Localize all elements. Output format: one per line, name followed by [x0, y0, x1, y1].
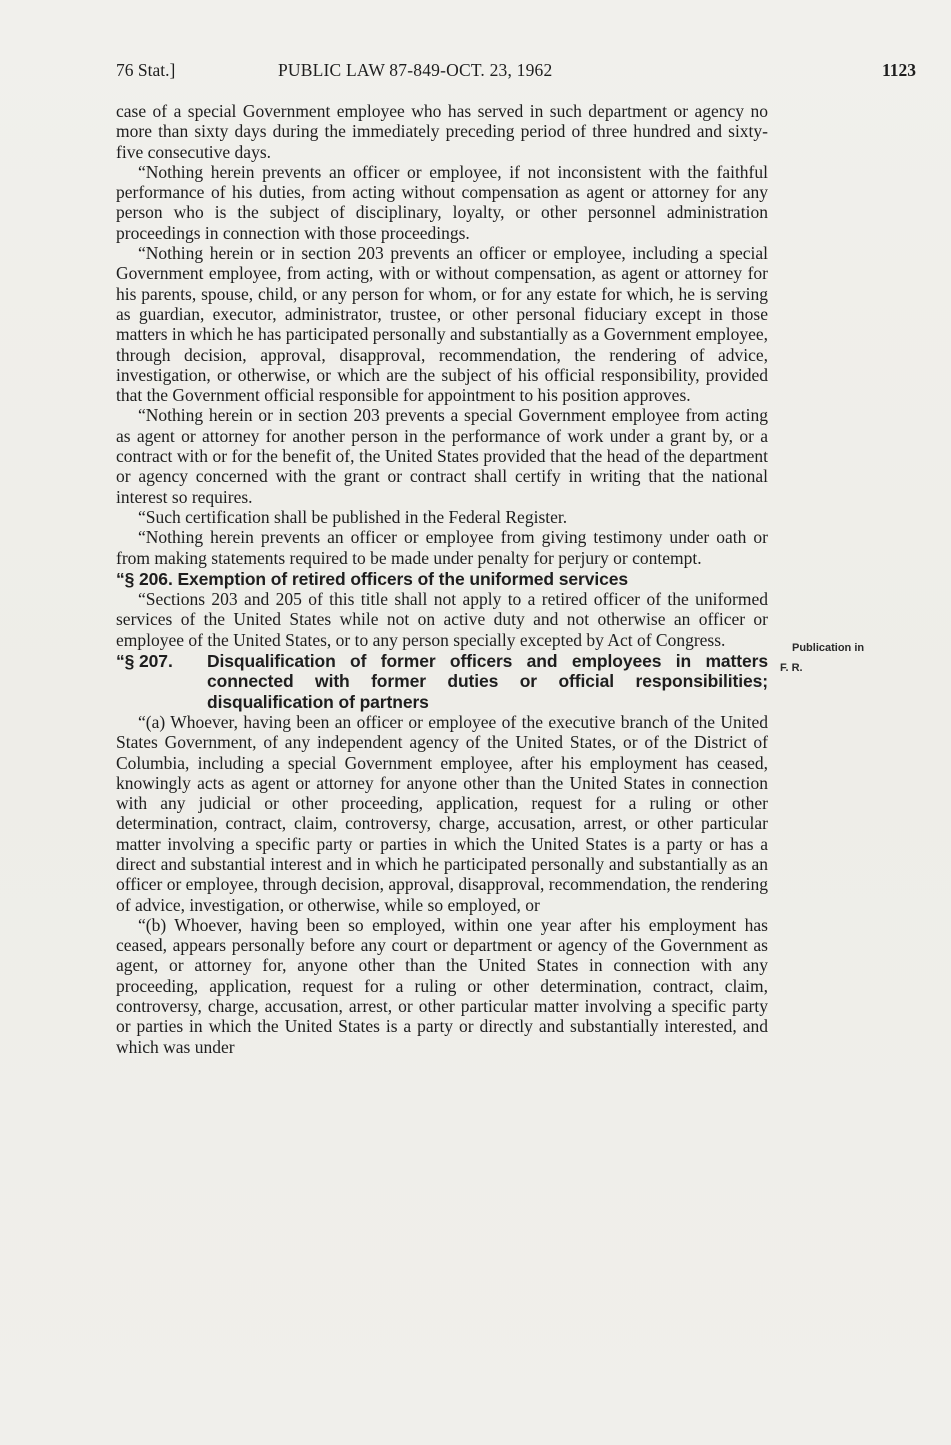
paragraph-section-206: “Sections 203 and 205 of this title shall not apply to a retired officer of the uniformed services of the United States while not on active duty and not otherwise an officer or employee of the United States, or to any person specially excepted by Act of Congress.	[116, 589, 768, 650]
paragraph-fiduciary-exception: “Nothing herein or in section 203 prevents an officer or employee, including a special Government employee, from acting, with or without compensation, as agent or attorney for his parents, spouse, child, or any person for whom, or for any estate for which, he is serving as guardian, executor, administrator, trustee, or other personal fiduciary except in those matters in which he has participated personally and substantially as a Government employee, through decision, approval, disapproval, recommendation, the rendering of advice, investigation, or otherwise, or which are the subject of his official responsibility, provided that the Government official responsible for appointment to his position approves.	[116, 243, 768, 406]
section-206-heading: “§ 206. Exemption of retired officers of the uniformed services	[116, 568, 629, 589]
section-207-heading	[116, 651, 768, 712]
section-207-title: Disqualification of former officers and employees in matters connected with former duties or official responsibilities; disqualification of partners	[207, 651, 768, 712]
paragraph-testimony-exception: “Nothing herein prevents an officer or employee from giving testimony under oath or from making statements required to be made under penalty for perjury or contempt.	[116, 527, 768, 568]
margin-note-publication	[780, 638, 922, 678]
paragraph-grant-contract-exception: “Nothing herein or in section 203 prevents a special Government employee from acting as agent or attorney for another person in the performance of work under a grant by, or a contract with or for the benefit of, the United States provided that the head of the department or agency concerned with the grant or contract shall certify in writing that the national interest so requires.	[116, 405, 768, 507]
paragraph-certification-publication: “Such certification shall be published in the Federal Register.	[138, 506, 568, 527]
page-header	[116, 60, 916, 84]
margin-note-line-2: F. R.	[780, 662, 803, 674]
section-207-number: “§ 207.	[116, 651, 173, 672]
page-number: 1123	[881, 60, 916, 80]
margin-note-line-1: Publication in	[792, 642, 865, 654]
paragraph-207-b: “(b) Whoever, having been so employed, within one year after his employment has ceased, appears personally before any court or department or agency of the Government as agent, or attorney for, anyone other than the United States in connection with any proceeding, application, request for a ruling or other determination, contract, claim, controversy, charge, accusation, arrest, or other particular matter involving a specific party or parties in which the United States is a party or directly and substantially interested, and which was under	[116, 914, 768, 1057]
paragraph-continuation: case of a special Government employee who has served in such department or agency no more than sixty days during the immediately preceding period of three hundred and sixty-five consecutive days.	[116, 101, 768, 162]
running-title: PUBLIC LAW 87-849-OCT. 23, 1962	[278, 60, 553, 80]
statute-reference: 76 Stat.]	[116, 60, 176, 80]
paragraph-207-a: “(a) Whoever, having been an officer or employee of the executive branch of the United States Government, of any independent agency of the United States, or of the District of Columbia, including a special Government employee, after his employment has ceased, knowingly acts as agent or attorney for anyone other than the United States in connection with any judicial or other proceeding, application, request for a ruling or other determination, contract, claim, controversy, charge, accusation, arrest, or other particular matter involving a specific party or parties in which the United States is a party or has a direct and substantial interest and in which he participated personally and substantially as an officer or employee, through decision, approval, disapproval, recommendation, the rendering of advice, investigation, or otherwise, while so employed, or	[116, 711, 768, 915]
body-text	[116, 101, 768, 1057]
paragraph-personnel-proceedings: “Nothing herein prevents an officer or employee, if not inconsistent with the faithful performance of his duties, from acting without compensation as agent or attorney for any person who is the subject of disciplinary, loyalty, or other personnel administration proceedings in connection with those proceedings.	[116, 161, 768, 243]
